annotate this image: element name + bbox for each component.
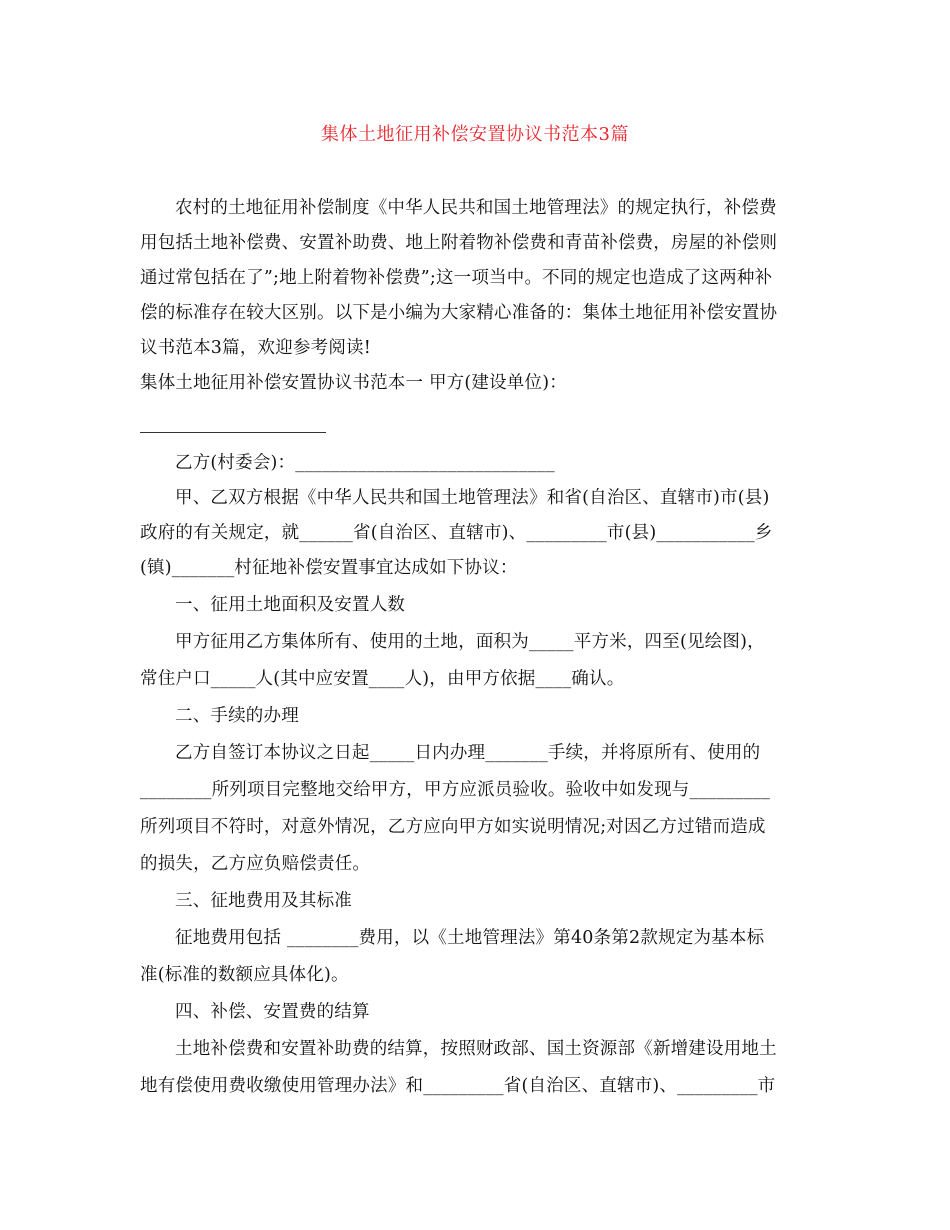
document-title: 集体土地征用补偿安置协议书范本3篇 [321,124,629,145]
signature-blank-line [140,432,326,433]
paragraph-line: 常住户口_____人(其中应安置____人)，由甲方依据____确认。 [140,669,625,689]
party-b-line: 乙方(村委会)：_____________________________ [175,453,555,473]
paragraph-line: 乙方自签订本协议之日起_____日内办理_______手续，并将原所有、使用的 [175,743,761,763]
agreement-heading-line: 集体土地征用补偿安置协议书范本一 甲方(建设单位)： [140,373,567,393]
paragraph-line: (镇)_______村征地补偿安置事宜达成如下协议： [140,558,518,578]
section-heading: 一、征用土地面积及安置人数 [175,595,406,615]
paragraph-line: 甲方征用乙方集体所有、使用的土地，面积为_____平方米，四至(见绘图)， [175,632,765,652]
section-heading: 二、手续的办理 [175,706,299,726]
paragraph-line: 准(标准的数额应具体化)。 [140,965,349,985]
section-heading: 四、补偿、安置费的结算 [175,1002,370,1022]
paragraph-line: 土地补偿费和安置补助费的结算，按照财政部、国土资源部《新增建设用地土 [175,1039,777,1059]
paragraph-line: 议书范本3篇，欢迎参考阅读! [140,338,371,358]
paragraph-line: 农村的土地征用补偿制度《中华人民共和国土地管理法》的规定执行，补偿费 [175,198,777,218]
paragraph-line: 的损失，乙方应负赔偿责任。 [140,854,371,874]
paragraph-line: 征地费用包括 ________费用，以《土地管理法》第40条第2款规定为基本标 [175,928,765,948]
section-heading: 三、征地费用及其标准 [175,891,352,911]
paragraph-line: ________所列项目完整地交给甲方，甲方应派员验收。验收中如发现与_________ [140,780,771,800]
paragraph-line: 偿的标准存在较大区别。以下是小编为大家精心准备的：集体土地征用补偿安置协 [140,303,778,323]
paragraph-line: 地有偿使用费收缴使用管理办法》和_________省(自治区、直辖市)、_________市 [140,1076,776,1096]
paragraph-line: 甲、乙双方根据《中华人民共和国土地管理法》和省(自治区、直辖市)市(县) [175,488,770,508]
paragraph-line: 所列项目不符时，对意外情况，乙方应向甲方如实说明情况;对因乙方过错而造成 [140,817,766,837]
paragraph-line: 政府的有关规定，就______省(自治区、直辖市)、_________市(县)___________乡 [140,523,773,543]
paragraph-line: 用包括土地补偿费、安置补助费、地上附着物补偿费和青苗补偿费，房屋的补偿则 [140,233,778,253]
paragraph-line: 通过常包括在了”;地上附着物补偿费”;这一项当中。不同的规定也造成了这两种补 [140,268,773,288]
